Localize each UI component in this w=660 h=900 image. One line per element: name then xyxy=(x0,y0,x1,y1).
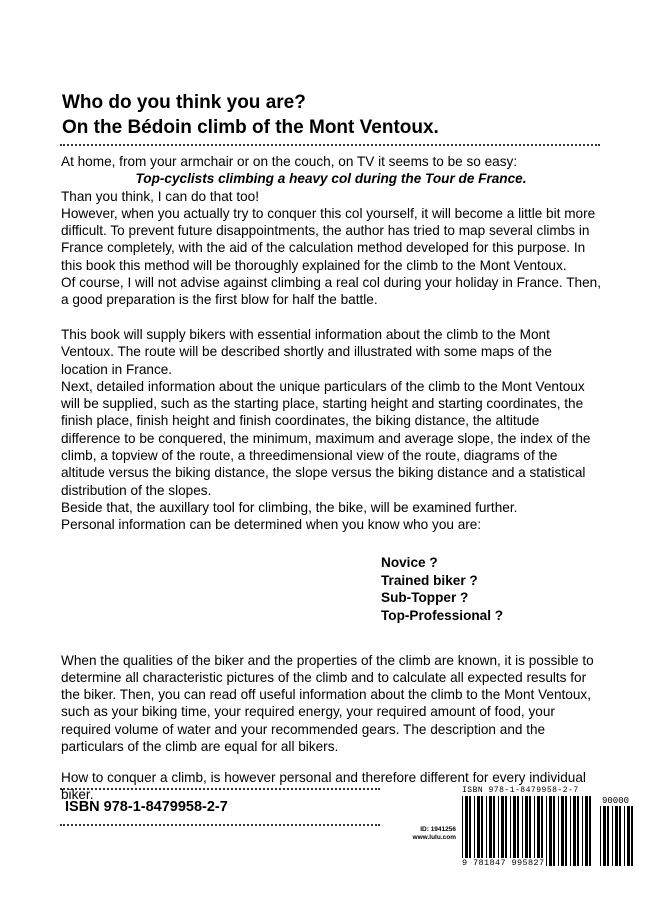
barcode-bar xyxy=(558,796,559,866)
isbn-divider-top xyxy=(60,788,380,790)
level-novice: Novice ? xyxy=(381,555,438,570)
barcode-main-bars xyxy=(462,796,596,866)
barcode-bar xyxy=(486,796,487,866)
barcode-bar xyxy=(489,796,492,866)
section2-paragraph-1: This book will supply bikers with essential information about the climb to the Mont Ventoux. The route will be described shortly and illustrated with some maps of the location in France. xyxy=(61,326,552,377)
barcode-addon-bars xyxy=(600,806,638,866)
barcode-bar xyxy=(570,796,571,866)
intro-emphasis: Top-cyclists climbing a heavy col during the Tour de France. xyxy=(135,171,527,187)
title-divider xyxy=(60,144,600,146)
barcode-bar xyxy=(573,796,576,866)
intro-paragraph-4: Of course, I will not advise against climbing a real col during your holiday in France. Then, a good preparation is the first blow for half the battle. xyxy=(61,275,601,308)
barcode-isbn-text: ISBN 978-1-8479958-2-7 xyxy=(462,786,579,795)
barcode-bar xyxy=(465,796,468,866)
isbn-divider-bottom xyxy=(60,824,380,826)
barcode-bar xyxy=(582,796,583,866)
barcode-bar xyxy=(501,796,504,866)
barcode-bar xyxy=(493,796,495,866)
barcode-bar xyxy=(553,796,555,866)
barcode-bar xyxy=(624,806,625,866)
barcode-bar xyxy=(585,796,588,866)
barcode-bar xyxy=(612,806,613,866)
barcode-bar xyxy=(549,796,552,866)
lulu-id-block xyxy=(402,826,456,842)
page-title xyxy=(62,90,622,140)
barcode-price-code: 90000 xyxy=(602,796,630,806)
isbn-label: ISBN 978-1-8479958-2-7 xyxy=(65,799,228,815)
barcode-bar xyxy=(627,806,630,866)
barcode-bar xyxy=(529,796,531,866)
barcode-bar xyxy=(565,796,567,866)
lulu-id: ID: 1941256 xyxy=(420,826,456,833)
barcode-bar xyxy=(589,796,591,866)
barcode-bar xyxy=(517,796,519,866)
section3-paragraph-1: When the qualities of the biker and the properties of the climb are known, it is possible to determine all characteristic pictures of the climb and to calculate all expected results for the biker. Then, you can read off useful information about the climb to the Mont Ventoux, such as your biking time, your required energy, your required amount of food, your required volume of water and your recommended gears. The description and the particulars of the climb are equal for all bikers. xyxy=(61,652,594,755)
barcode-bar xyxy=(546,796,547,866)
level-top-professional: Top-Professional ? xyxy=(381,607,504,623)
barcode-bar xyxy=(561,796,564,866)
title-line-1: Who do you think you are? xyxy=(62,92,306,113)
title-line-2: On the Bédoin climb of the Mont Ventoux. xyxy=(62,117,439,138)
barcode-bar xyxy=(607,806,609,866)
intro-paragraph-2: Than you think, I can do that too! xyxy=(61,188,259,204)
barcode-bar xyxy=(631,806,633,866)
barcode-bar xyxy=(600,806,601,866)
barcode-bar xyxy=(462,796,463,866)
barcode-bar xyxy=(525,796,528,866)
barcode-bar xyxy=(481,796,483,866)
level-sub-topper: Sub-Topper ? xyxy=(381,590,469,605)
barcode-bar xyxy=(477,796,480,866)
barcode-bar xyxy=(577,796,579,866)
barcode-bar xyxy=(522,796,523,866)
barcode-bar xyxy=(498,796,499,866)
section2-paragraph-3: Beside that, the auxillary tool for climbing, the bike, will be examined further. xyxy=(61,499,518,515)
level-trained-biker: Trained biker ? xyxy=(381,572,478,588)
section2-paragraph-2: Next, detailed information about the unique particulars of the climb to the Mont Ventoux will be supplied, such as the starting place, starting height and starting coordinates, the finish place, finish height and finish coordinates, the biking distance, the altitude difference to be conquered, the minimum, maximum and average slope, the index of the climb, a topview of the route, a threedimensional view of the route, diagrams of the altitude versus the biking distance, the slope versus the biking distance and a statistical distribution of the slopes. xyxy=(61,378,591,498)
barcode xyxy=(462,786,638,872)
barcode-bar xyxy=(615,806,618,866)
section3-paragraph-2: How to conquer a climb, is however personal and therefore different for every individual biker. xyxy=(61,769,586,803)
section2-paragraph-4: Personal information can be determined when you know who you are: xyxy=(61,517,482,533)
barcode-bar xyxy=(541,796,543,866)
barcode-bar xyxy=(534,796,535,866)
biker-levels xyxy=(381,554,503,624)
barcode-number-text: 9 781847 995827 xyxy=(462,858,545,868)
barcode-bar xyxy=(603,806,606,866)
intro-paragraph-3: However, when you actually try to conquer this col yourself, it will become a little bit more difficult. To prevent future disappointments, the author has tried to map several climbs in France completely, with the aid of the calculation method developed for this purpose. In this book this method will be thoroughly explained for the climb to the Mont Ventoux. xyxy=(61,205,596,273)
barcode-bar xyxy=(619,806,621,866)
barcode-bar xyxy=(474,796,475,866)
barcode-bar xyxy=(510,796,511,866)
barcode-bar xyxy=(505,796,507,866)
isbn-block xyxy=(60,788,385,826)
barcode-bar xyxy=(537,796,540,866)
intro-section xyxy=(61,153,601,534)
intro-paragraph-1: At home, from your armchair or on the couch, on TV it seems to be so easy: xyxy=(61,154,518,169)
barcode-bar xyxy=(513,796,516,866)
barcode-bar xyxy=(469,796,471,866)
lulu-site: www.lulu.com xyxy=(412,834,456,841)
